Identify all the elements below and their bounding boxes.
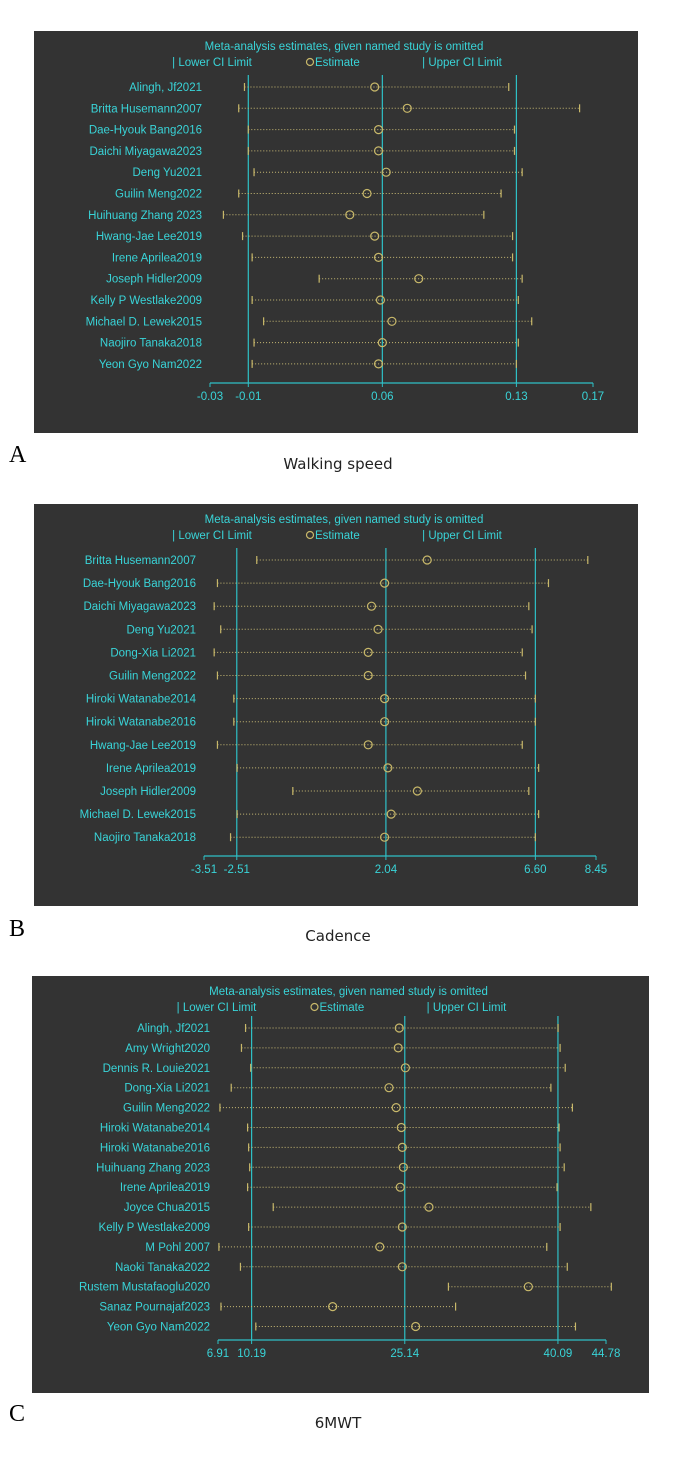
x-tick-label: -3.51 — [190, 864, 218, 876]
x-tick-label: 10.19 — [237, 1348, 266, 1360]
legend-estimate: Estimate — [319, 1002, 365, 1014]
study-label: Dong-Xia Li2021 — [124, 1082, 210, 1095]
estimate-marker — [363, 190, 371, 198]
legend-upper-ci: | Upper CI Limit — [426, 1002, 507, 1014]
x-tick-label: 8.45 — [584, 864, 608, 876]
study-label: Britta Husemann2007 — [90, 103, 202, 116]
estimate-marker — [524, 1283, 532, 1291]
estimate-marker — [385, 1084, 393, 1092]
study-label: Joseph Hidler2009 — [100, 786, 196, 798]
study-label: Dae-Hyouk Bang2016 — [82, 578, 196, 591]
caption-6mwt: 6MWT — [314, 1414, 362, 1432]
study-label: Deng Yu2021 — [126, 624, 196, 637]
legend-upper-ci: | Upper CI Limit — [422, 57, 502, 69]
estimate-marker — [388, 317, 396, 325]
legend-lower-ci: | Lower CI Limit — [172, 57, 252, 69]
study-label: Huihuang Zhang 2023 — [96, 1162, 210, 1175]
forest-plot-cadence — [34, 504, 638, 906]
study-label: Alingh, Jf2021 — [137, 1023, 210, 1035]
study-label: Dae-Hyouk Bang2016 — [88, 124, 202, 137]
x-tick-label: -0.03 — [196, 391, 224, 403]
estimate-marker — [376, 296, 384, 304]
estimate-marker — [396, 1183, 404, 1191]
estimate-marker — [392, 1104, 400, 1112]
estimate-marker — [381, 579, 389, 587]
study-label: Michael D. Lewek2015 — [85, 316, 202, 329]
legend-estimate: Estimate — [315, 530, 360, 542]
study-label: Yeon Gyo Nam2022 — [106, 1321, 210, 1334]
study-label: Rustem Mustafaoglu2020 — [78, 1281, 210, 1294]
study-label: Joyce Chua2015 — [123, 1202, 210, 1215]
estimate-marker — [413, 787, 421, 795]
study-label: Naojiro Tanaka2018 — [99, 337, 202, 350]
study-label: Daichi Miyagawa2023 — [83, 601, 196, 614]
study-label: Guilin Meng2022 — [109, 670, 196, 683]
study-label: Hwang-Jae Lee2019 — [89, 739, 196, 752]
caption-cadence: Cadence — [305, 927, 371, 945]
x-tick-label: 44.78 — [591, 1348, 621, 1360]
x-tick-label: -2.51 — [223, 864, 250, 876]
study-label: Irene Aprilea2019 — [119, 1182, 210, 1195]
study-label: Kelly P Westlake2009 — [90, 295, 202, 307]
legend-estimate-marker — [307, 59, 314, 66]
study-label: Amy Wright2020 — [125, 1042, 210, 1055]
study-label: Guilin Meng2022 — [115, 188, 202, 201]
study-label: Kelly P Westlake2009 — [98, 1222, 210, 1234]
study-label: Hiroki Watanabe2014 — [99, 1122, 210, 1135]
study-label: Naojiro Tanaka2018 — [93, 832, 196, 845]
x-tick-label: 6.60 — [524, 864, 547, 876]
study-label: Deng Yu2021 — [132, 167, 202, 180]
study-label: Joseph Hidler2009 — [106, 273, 202, 286]
study-label: Daichi Miyagawa2023 — [89, 145, 202, 158]
estimate-marker — [375, 126, 383, 134]
panel-label-c: C — [9, 1401, 26, 1427]
x-tick-label: 40.09 — [543, 1348, 573, 1360]
x-tick-label: 6.91 — [206, 1348, 230, 1360]
forest-panel-b — [34, 504, 638, 906]
forest-plot-6mwt — [32, 976, 649, 1393]
study-label: Irene Aprilea2019 — [111, 252, 202, 265]
study-label: Dennis R. Louie2021 — [102, 1062, 210, 1075]
study-label: Sanaz Pournajaf2023 — [99, 1301, 210, 1314]
plot-title: Meta-analysis estimates, given named study is omitted — [204, 514, 484, 526]
forest-panel-a — [34, 31, 638, 433]
x-tick-label: 0.06 — [371, 391, 394, 403]
study-label: M Pohl 2007 — [145, 1241, 210, 1254]
study-label: Yeon Gyo Nam2022 — [98, 358, 202, 371]
legend-upper-ci: | Upper CI Limit — [422, 530, 502, 542]
legend-lower-ci: | Lower CI Limit — [176, 1002, 257, 1014]
x-tick-label: 2.04 — [374, 864, 398, 876]
study-label: Britta Husemann2007 — [84, 555, 196, 567]
study-label: Hiroki Watanabe2016 — [85, 716, 196, 729]
legend-estimate-marker — [311, 1004, 318, 1011]
plot-title: Meta-analysis estimates, given named study is omitted — [204, 41, 484, 53]
caption-walking-speed: Walking speed — [283, 455, 393, 473]
forest-plot-walking-speed — [34, 31, 638, 433]
estimate-marker — [401, 1064, 409, 1072]
x-tick-label: 0.17 — [581, 391, 605, 403]
study-label: Michael D. Lewek2015 — [79, 809, 196, 822]
x-tick-label: 0.13 — [505, 391, 528, 403]
estimate-marker — [425, 1203, 433, 1211]
study-label: Dong-Xia Li2021 — [110, 647, 196, 660]
study-label: Hiroki Watanabe2014 — [85, 693, 196, 706]
study-label: Hiroki Watanabe2016 — [99, 1142, 210, 1155]
estimate-marker — [374, 625, 382, 633]
study-label: Guilin Meng2022 — [123, 1102, 210, 1115]
x-tick-label: -0.01 — [235, 391, 262, 403]
x-tick-label: 25.14 — [390, 1348, 420, 1360]
estimate-marker — [367, 602, 375, 610]
legend-lower-ci: | Lower CI Limit — [172, 530, 252, 542]
legend-estimate-marker — [307, 532, 314, 539]
study-label: Alingh, Jf2021 — [129, 82, 202, 94]
estimate-marker — [371, 83, 379, 91]
estimate-marker — [376, 1243, 384, 1251]
study-label: Irene Aprilea2019 — [105, 762, 196, 775]
study-label: Hwang-Jae Lee2019 — [95, 231, 202, 244]
study-label: Naoki Tanaka2022 — [114, 1261, 210, 1274]
estimate-marker — [423, 556, 431, 564]
legend-estimate: Estimate — [315, 57, 360, 69]
panel-label-b: B — [9, 916, 26, 942]
estimate-marker — [375, 147, 383, 155]
panel-label-a: A — [9, 442, 27, 468]
study-label: Huihuang Zhang 2023 — [88, 209, 202, 222]
forest-panel-c — [32, 976, 649, 1393]
plot-title: Meta-analysis estimates, given named study is omitted — [209, 986, 488, 998]
